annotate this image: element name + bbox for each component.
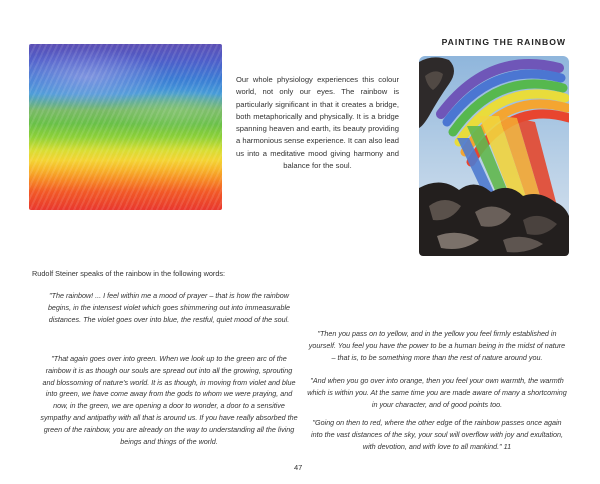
- quote-orange: "And when you go over into orange, then you feel your own warmth, the warmth which is within you. At the same time you are made aware of many a shortcoming in your character, and of good points too.: [307, 376, 567, 409]
- intro-paragraph: Our whole physiology experiences this colour world, not only our eyes. The rainbow is particularly significant in that it creates a bridge, both metaphorically and physically. It is a bridge spanning heaven and earth, its beauty providing a harmonious sense experience. It can also lead us into a meditative mood giving harmony and balance for the soul.: [236, 75, 399, 171]
- quote-yellow: "Then you pass on to yellow, and in the yellow you feel firmly established in yourself. You feel you have the power to be a human being in the midst of nature – that is, to be something more than the rest of nature around you.: [308, 329, 566, 362]
- lead-paragraph: Rudolf Steiner speaks of the rainbow in the following words:: [32, 269, 226, 278]
- rainbow-illustration: [419, 56, 569, 256]
- page-number: 47: [294, 463, 303, 472]
- quote-red: "Going on then to red, where the other edge of the rainbow passes once again into the vast distances of the sky, your soul will overflow with joy and exultation, with devotion, and with love to all mankind." 11: [311, 418, 563, 451]
- quote-green: "That again goes over into green. When we look up to the green arc of the rainbow it is as though our souls are spread out into all the growing, sprouting and blossoming of nature's world. It is as though, in moving from violet and blue into green, we have come away from the gods to whom we were praying, and now, in the green, we are opening a door to wonder, a door to a sensitive sympathy and antipathy with all that is around us. If you have really absorbed the green of the rainbow, you are already on the way to understanding all the living beings and things of the world.: [40, 354, 298, 446]
- page-title: PAINTING THE RAINBOW: [441, 37, 566, 47]
- quote-violet-blue: "The rainbow! ... I feel within me a mood of prayer – that is how the rainbow begins, in the intensest violet which goes shimmering out into immeasurable distances. The violet goes over into blue, the restful, quiet mood of the soul.: [47, 291, 291, 324]
- landscape-illustration: [29, 44, 222, 210]
